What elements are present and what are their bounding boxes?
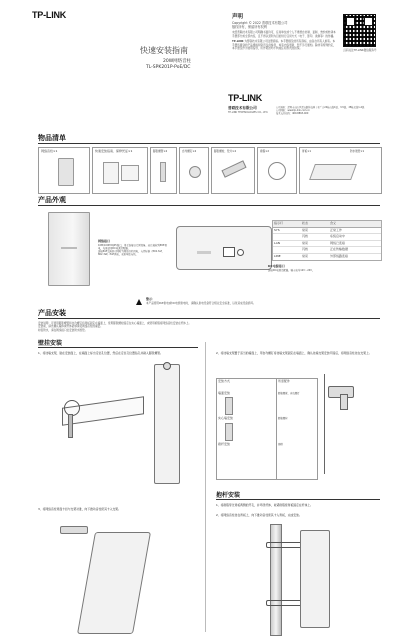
pack-item-guide xyxy=(92,147,148,194)
hand-screw-icon xyxy=(60,526,88,534)
install-intro-line: 安装前，请先确认墙体或杆体能够承受网络音柱的重量。 xyxy=(38,325,103,329)
pole-icon xyxy=(270,524,282,636)
front-logo-mark xyxy=(61,247,77,249)
led-table-header xyxy=(273,221,381,228)
step-3: 3、将网络音柱背面卡扣与支架对准，向下推动音柱使其卡入支架。 xyxy=(38,507,121,511)
top-screw-icon xyxy=(163,362,171,370)
speaker-bottom-illustration xyxy=(176,226,272,270)
pack-label: 快速安装指南、保修凭证×1 xyxy=(95,149,133,153)
led-cell: 正在传输数据 xyxy=(330,247,349,252)
product-name: 20W网络音柱 xyxy=(163,59,192,64)
install-intro-line: 如需防水，请在网线接口处安装防水胶垫。 xyxy=(38,328,88,332)
led-cell: LAN xyxy=(274,240,281,245)
hoop-thumb-icon xyxy=(268,162,286,180)
dc-label: DC电源接口 xyxy=(268,264,285,268)
appearance-title: 产品外观 xyxy=(38,196,66,204)
card-thumb-icon xyxy=(121,165,139,181)
accessory-table-header: 所需配件 xyxy=(278,379,291,383)
table-row xyxy=(273,234,381,241)
pole-install-divider xyxy=(216,499,380,500)
table-row xyxy=(273,241,381,248)
led-cell: SYS xyxy=(274,227,280,232)
company-info xyxy=(276,106,386,115)
led-cell: 闪烁 xyxy=(302,247,309,252)
speaker-thumb-icon xyxy=(58,158,74,186)
pack-label: 网络音柱×1 xyxy=(41,149,58,153)
screw-shaft-icon xyxy=(68,414,73,438)
plate-thumb-icon xyxy=(309,164,357,180)
packing-divider xyxy=(38,143,380,144)
company-tel: 技术支持热线：400-8863-400 xyxy=(276,112,309,115)
accessory-row: 膨胀螺栓 xyxy=(278,417,288,421)
warning-body: 本产品使用PoE供电或DC电源供电时，请确认供电设备符合相关安全标准，以免造成设备损坏。 xyxy=(146,302,256,305)
install-method-table xyxy=(216,378,278,480)
qr-code xyxy=(343,14,376,47)
pack-item-plate xyxy=(299,147,382,194)
pole-illustration xyxy=(260,524,360,634)
column-divider xyxy=(205,342,206,632)
led-cell: LINE xyxy=(274,253,281,258)
network-port-callout xyxy=(98,240,170,256)
dc-desc: 连接DC电源适配器，输入电压12V～24V。 xyxy=(268,268,315,272)
statement-body: 未经普联技术有限公司明确书面许可，任何单位或个人不得擅自仿制、复制、誊抄或转译本手册部分或全部内容，且不得以营利为目的进行任何方式（电子、影印、录制等）的传播。 xyxy=(232,31,336,38)
pack-label: 背板×1 xyxy=(302,150,312,153)
speaker-back-icon xyxy=(154,364,180,484)
led-col-header: 含义 xyxy=(330,221,337,225)
drill-handle-icon xyxy=(340,394,348,410)
network-port-label: 网络接口 xyxy=(98,239,111,243)
table-row xyxy=(273,228,381,235)
pole-install-title: 抱杆安装 xyxy=(216,492,241,499)
screw-thumb-icon xyxy=(189,166,201,178)
wall-install-title: 壁挂安装 xyxy=(38,340,63,347)
led-cell: 系统启动中 xyxy=(330,234,346,239)
appearance-divider xyxy=(38,205,380,206)
install-intro-line: 安装说明：可使用膨胀螺管和自攻螺钉将背板固定在墙面上，使用膨胀螺栓固定在实心墙面上，或使用抱箍将网络音柱安装在杆体上。 xyxy=(38,322,192,325)
tplink-inline: TP-LINK xyxy=(232,40,244,44)
wall-plug-icon xyxy=(225,397,233,415)
table-row xyxy=(273,247,381,254)
pole-step-1: 1、将抱箍穿过背板两侧的开孔，并环绕杆体，收紧抱箍使背板固定在杆体上。 xyxy=(216,503,313,507)
led-cell xyxy=(273,247,301,253)
pole-step-2: 2、将网络音柱挂在背板上，向下推动音柱使其卡入背板，完成安装。 xyxy=(216,513,302,517)
led-cell: 常亮 xyxy=(302,227,309,232)
led-col-header: 指示灯 xyxy=(274,221,284,225)
pack-label: 膨胀螺栓、垫片×4 xyxy=(214,150,236,153)
step-2: 2、将挂墙支架置于适当的墙面上，用自攻螺钉将挂墙支架固定在墙面上，确认挂墙支架安装牢固后，将网络音柱挂在支架上。 xyxy=(216,351,372,355)
pack-item-speaker xyxy=(38,147,90,194)
led-cell: 闪烁 xyxy=(302,234,309,239)
pack-label: 膨胀螺管×4 xyxy=(153,150,168,153)
bolt-detail-icon xyxy=(225,423,233,441)
pack-label-gasket: 防水胶垫×1 xyxy=(350,150,365,153)
pack-item-bolt xyxy=(211,147,255,194)
pack-item-hoop xyxy=(257,147,297,194)
speaker-on-pole-icon xyxy=(300,530,330,628)
statement-copyright: Copyright © 2022 普联技术有限公司 xyxy=(232,21,288,25)
accessory-row: 膨胀螺管、自攻螺钉 xyxy=(278,391,300,395)
step2-illustration xyxy=(216,372,380,482)
dc-port-icon xyxy=(237,249,244,256)
led-cell: 外部线路连接 xyxy=(330,253,349,258)
method-row: 实心墙安装 xyxy=(218,416,234,421)
warning-icon xyxy=(136,299,142,305)
warning-title: 警示： xyxy=(146,297,156,301)
pack-label: 自攻螺钉×4 xyxy=(182,150,197,153)
led-cell: 常亮 xyxy=(302,240,309,245)
speaker-tilted-icon xyxy=(77,532,151,634)
packing-title: 物品清单 xyxy=(38,134,66,142)
dc-callout xyxy=(268,265,380,272)
rj45-port-icon xyxy=(223,247,235,257)
company-name: 普联技术有限公司 xyxy=(228,106,257,110)
step3-illustration xyxy=(60,518,180,632)
led-cell: 常亮 xyxy=(302,253,309,258)
company-name-en: TP-LINK TECHNOLOGIES CO., LTD. xyxy=(228,111,269,114)
led-cell xyxy=(273,234,301,240)
pack-item-screw xyxy=(179,147,209,194)
anchor-thumb-icon xyxy=(160,162,166,182)
statement-title: 声明 xyxy=(232,14,244,20)
install-intro xyxy=(38,322,380,332)
install-divider xyxy=(38,318,380,319)
install-title: 产品安装 xyxy=(38,309,66,317)
method-row: 抱杆安装 xyxy=(218,441,231,446)
table-row xyxy=(273,254,381,260)
statement-block xyxy=(232,12,336,50)
statement-trademark-text: 为普联技术有限公司注册商标。本手册提及的所有商标，由各自所有人拥有。本手册所提到的产品规格和资讯仅供参考，如有内容更新，恕不另行通知。除非有特殊约定，本手册仅作为使用指导，所作陈述均不构成任何形式的担保。 xyxy=(232,40,336,51)
footer-brand-logo: TP-LINK xyxy=(228,93,263,103)
statement-rights: 版权所有，保留所有权利 xyxy=(232,25,268,30)
step1-illustration xyxy=(42,362,202,487)
indicator-led-icon xyxy=(197,251,211,254)
guide-thumb-icon xyxy=(103,162,119,184)
method-row: 墙面安装 xyxy=(218,390,231,395)
accessory-row: 抱箍 xyxy=(278,442,283,446)
pack-item-anchor xyxy=(150,147,177,194)
brand-logo: TP-LINK xyxy=(32,10,67,20)
network-port-desc2: 连接PoE交换机可同时为网络音柱供电，支持标准（802.3af、802.3at）PoE供电，无需单独布线。 xyxy=(98,250,165,257)
network-port-desc: 10M/100M RJ45端口，用于连接以太网设备。若已接收到POE供电，无需使用DC电源适配器。 xyxy=(98,243,167,250)
step-1: 1、将挂墙支架，贴在安装面上，在墙面上标出定位孔位置，然后在定位孔位置钻孔并敲入膨胀螺管。 xyxy=(38,351,163,355)
led-cell: 正常工作 xyxy=(330,227,343,232)
method-table-header: 安装方式 xyxy=(218,379,231,383)
company-web: 公司网址：www.tp-link.com.cn xyxy=(276,109,310,112)
company-addr: 公司地址：深圳市南山区深南路科技园工业厂房24栋南段1层、3-5层、28栋北段1-4层 xyxy=(276,106,365,109)
pack-label: 抱箍×2 xyxy=(260,150,270,153)
qr-caption: 扫码关注TP-LINK微信服务号 xyxy=(343,49,377,52)
wall-line-icon xyxy=(324,374,325,474)
statement-trademark xyxy=(232,40,336,50)
speaker-front-illustration xyxy=(48,212,90,286)
led-table xyxy=(272,220,382,261)
guide-title: 快速安装指南 xyxy=(140,46,188,55)
product-model: TL-SPK201P-PoE/DC xyxy=(146,65,191,70)
bolt-thumb-icon xyxy=(221,160,246,177)
led-col-header: 状态 xyxy=(302,221,309,225)
install-accessory-table xyxy=(276,378,318,480)
wall-install-divider xyxy=(38,347,198,348)
led-cell: 网线已连接 xyxy=(330,240,346,245)
